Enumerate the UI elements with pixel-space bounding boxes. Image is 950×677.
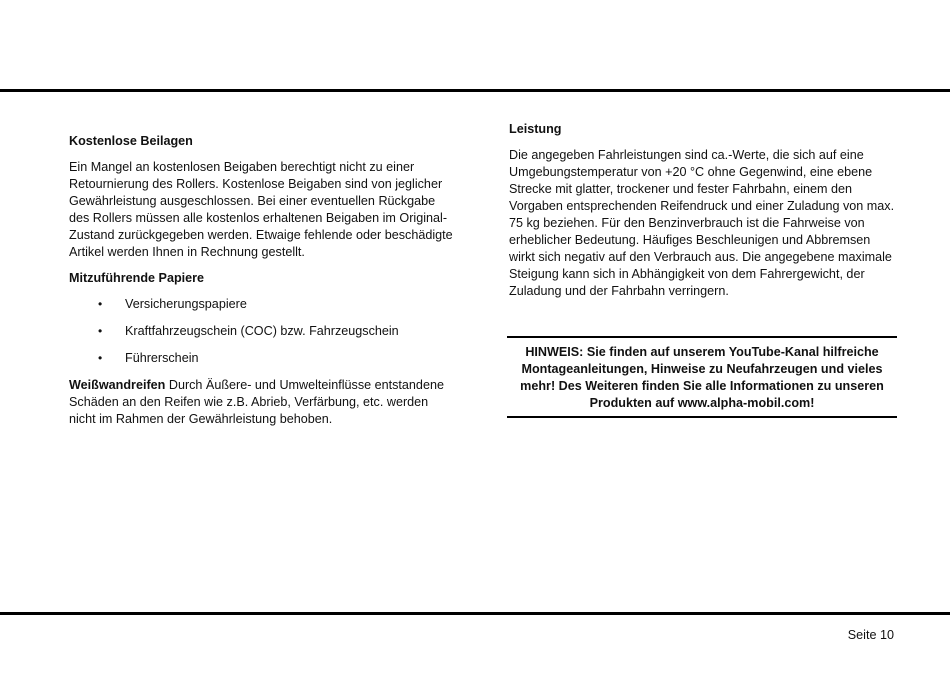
top-rule [0, 89, 950, 92]
bottom-rule [0, 612, 950, 615]
heading-leistung: Leistung [509, 122, 562, 136]
paragraph-weisswandreifen [69, 377, 453, 428]
page-number: Seite 10 [847, 628, 894, 642]
right-column [509, 121, 897, 309]
list-item-label: Versicherungspapiere [125, 297, 247, 311]
paragraph-kostenlose-beilagen: Ein Mangel an kostenlosen Beigaben berechtigt nicht zu einer Retournierung des Rollers. Kostenlose Beigaben sind von jeglicher Gewährleistung ausgeschlossen. Bei einer eventuellen Rückgabe des Rollers müssen alle kostenlos erhaltenen Beigaben im Original-Zustand zurückgegeben werden. Etwaige fehlende oder beschädigte Artikel werden Ihnen in Rechnung gestellt. [69, 160, 453, 259]
list-item [69, 296, 453, 313]
weisswandreifen-text: Durch Äußere- und Umwelteinflüsse entstandene Schäden an den Reifen wie z.B. Abrieb, Verfärbung, etc. werden nicht im Rahmen der Gewährleistung behoben. [69, 378, 444, 426]
bullet-icon: • [98, 324, 103, 338]
paragraph-leistung: Die angegeben Fahrleistungen sind ca.-Werte, die sich auf eine Umgebungstemperatur von +20 °C ohne Gegenwind, eine ebene Strecke mit glatter, trockener und fester Fahrbahn, einem den Vorgaben entsprechenden Reifendruck und einer Zuladung von max. 75 kg beziehen. Für den Benzinverbrauch ist die Fahrweise von erheblicher Bedeutung. Häufiges Beschleunigen und Abbremsen wirkt sich negativ auf den Verbrauch aus. Die angegebene maximale Steigung kann sich in Abhängigkeit von dem Fahrergewicht, der Zuladung und der Fahrbahn verringern. [509, 148, 895, 298]
bullet-icon: • [98, 297, 103, 311]
heading-mitzufuehrende-papiere: Mitzuführende Papiere [69, 271, 205, 285]
list-item [69, 323, 453, 340]
list-item-label: Führerschein [125, 351, 199, 365]
list-item-label: Kraftfahrzeugschein (COC) bzw. Fahrzeugschein [125, 324, 399, 338]
weisswandreifen-lead: Weißwandreifen [69, 378, 166, 392]
left-column [69, 133, 453, 437]
papiere-list [69, 296, 453, 367]
hinweis-notice: HINWEIS: Sie finden auf unserem YouTube-Kanal hilfreiche Montageanleitungen, Hinweise zu Neufahrzeugen und vieles mehr! Des Weiteren finden Sie alle Informationen zu unseren Produkten auf www.alpha-mobil.com! [507, 336, 897, 418]
heading-kostenlose-beilagen: Kostenlose Beilagen [69, 134, 193, 148]
list-item [69, 350, 453, 367]
bullet-icon: • [98, 351, 103, 365]
